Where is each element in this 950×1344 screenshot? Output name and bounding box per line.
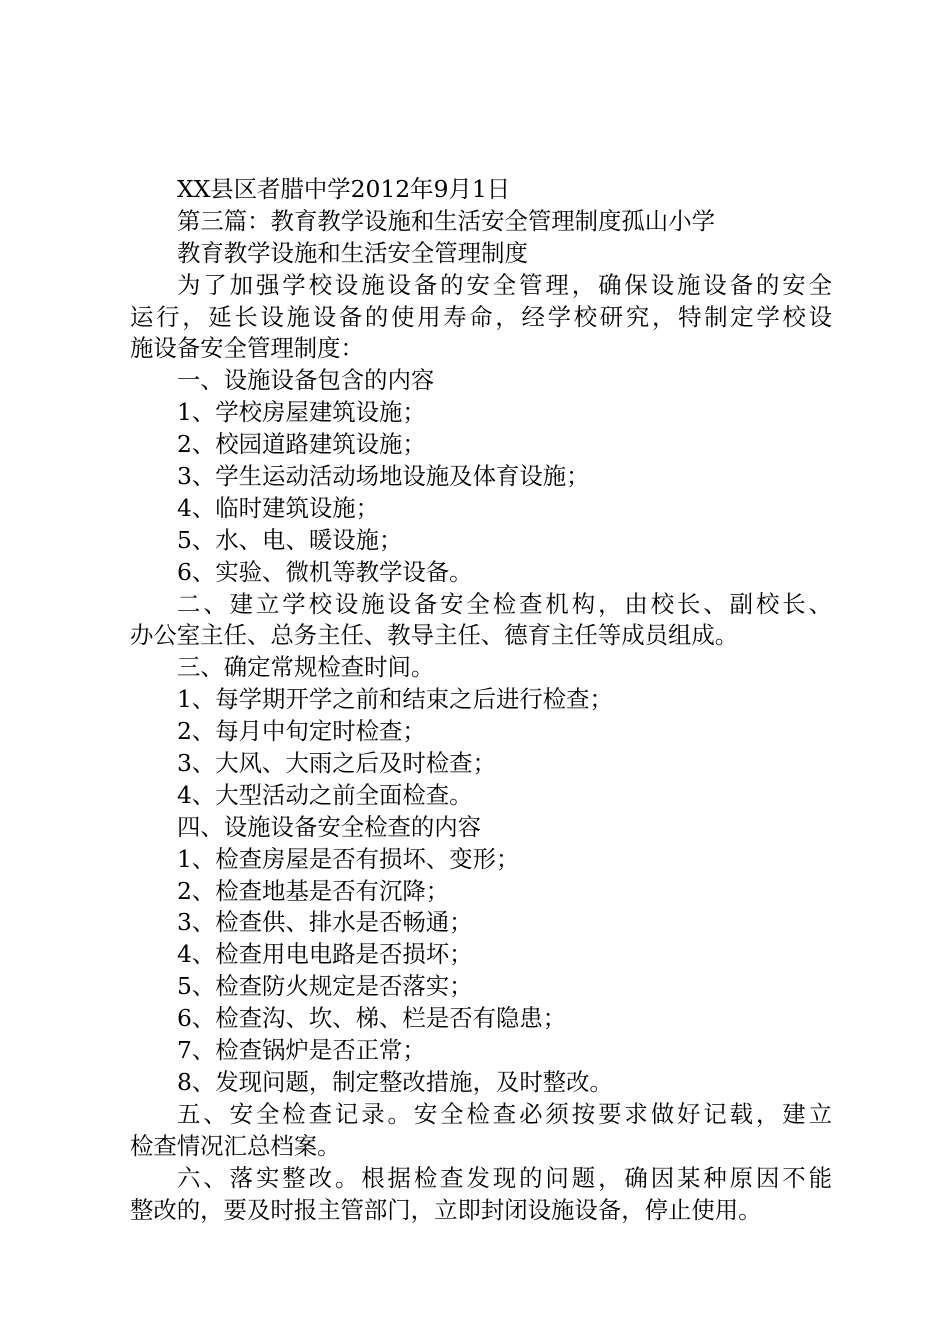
section-heading: 六、落实整改。根据检查发现的问题，确因某种原因不能 <box>177 1163 832 1192</box>
document-body <box>130 174 832 1226</box>
list-item: 8、发现问题，制定整改措施，及时整改。 <box>177 1067 613 1096</box>
intro-paragraph-line: 运行，延长设施设备的使用寿命，经学校研究，特制定学校设 <box>130 302 832 331</box>
paragraph-line: 检查情况汇总档案。 <box>130 1131 341 1160</box>
chapter-heading: 第三篇：教育教学设施和生活安全管理制度孤山小学 <box>177 206 715 235</box>
list-item: 6、实验、微机等教学设备。 <box>177 557 473 586</box>
list-item: 7、检查锅炉是否正常； <box>177 1036 426 1065</box>
list-item: 2、校园道路建筑设施； <box>177 430 426 459</box>
list-item: 4、大型活动之前全面检查。 <box>177 780 473 809</box>
list-item: 5、检查防火规定是否落实； <box>177 972 473 1001</box>
list-item: 3、学生运动活动场地设施及体育设施； <box>177 462 590 491</box>
list-item: 1、学校房屋建筑设施； <box>177 398 426 427</box>
intro-paragraph-line: 为了加强学校设施设备的安全管理，确保设施设备的安全 <box>177 270 832 299</box>
paragraph-line: 整改的，要及时报主管部门，立即封闭设施设备，停止使用。 <box>130 1195 762 1224</box>
list-item: 2、检查地基是否有沉降； <box>177 876 450 905</box>
intro-paragraph-line: 施设备安全管理制度： <box>130 334 364 363</box>
list-item: 3、检查供、排水是否畅通； <box>177 908 473 937</box>
date-line: XX县区者腊中学2012年9月1日 <box>177 175 511 203</box>
section-heading: 二、建立学校设施设备安全检查机构，由校长、副校长、 <box>177 589 832 618</box>
list-item: 1、检查房屋是否有损坏、变形； <box>177 844 520 873</box>
section-heading: 三、确定常规检查时间。 <box>177 653 435 682</box>
section-heading: 四、设施设备安全检查的内容 <box>177 812 482 841</box>
list-item: 3、大风、大雨之后及时检查； <box>177 749 496 778</box>
list-item: 4、临时建筑设施； <box>177 493 380 522</box>
list-item: 4、检查用电电路是否损坏； <box>177 940 473 969</box>
list-item: 5、水、电、暖设施； <box>177 525 403 554</box>
section-heading: 一、设施设备包含的内容 <box>177 366 435 395</box>
document-title: 教育教学设施和生活安全管理制度 <box>177 238 528 267</box>
section-heading: 五、安全检查记录。安全检查必须按要求做好记载，建立 <box>177 1099 832 1128</box>
list-item: 1、每学期开学之前和结束之后进行检查； <box>177 685 613 714</box>
paragraph-line: 办公室主任、总务主任、教导主任、德育主任等成员组成。 <box>130 621 739 650</box>
list-item: 6、检查沟、坎、梯、栏是否有隐患； <box>177 1004 567 1033</box>
list-item: 2、每月中旬定时检查； <box>177 717 426 746</box>
